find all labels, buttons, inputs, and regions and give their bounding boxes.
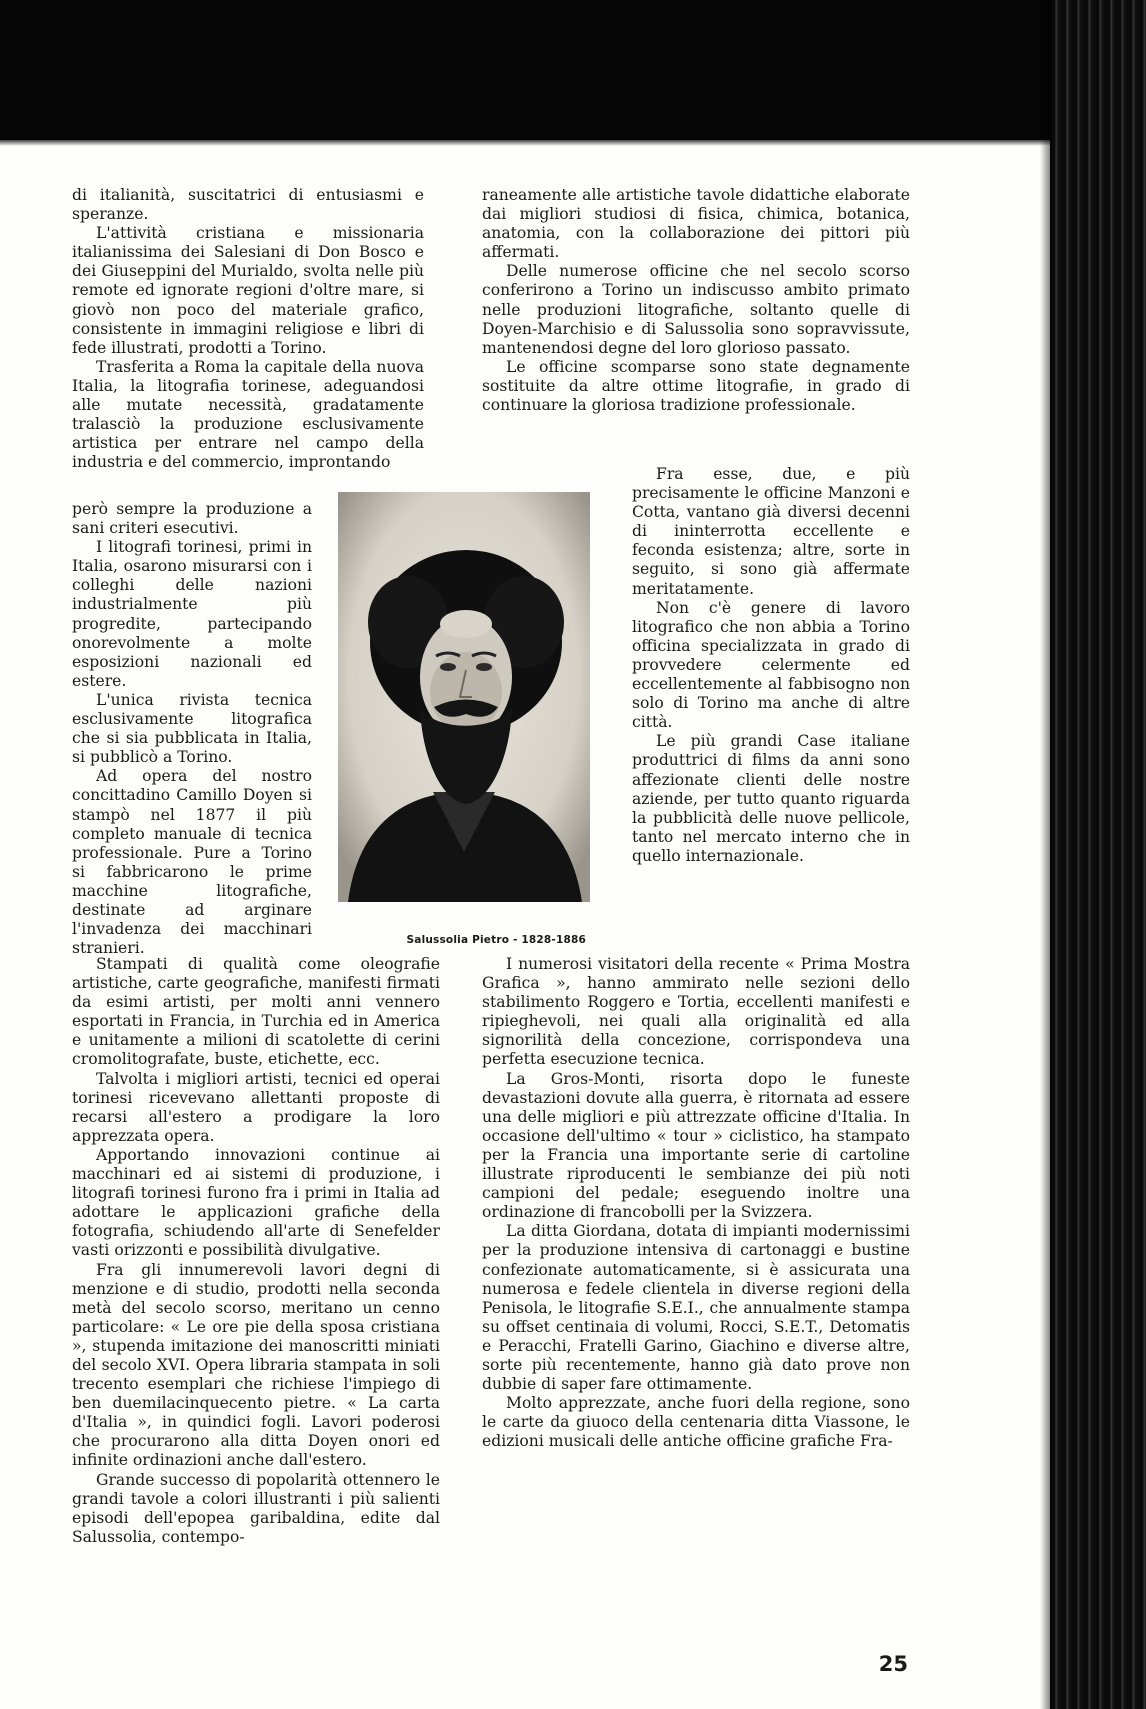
paragraph: però sempre la produzione a sani criteri esecutivi. [72, 500, 312, 538]
paragraph: Trasferita a Roma la capitale della nuova Italia, la litografia torinese, adeguandosi alle mutate necessità, gradatamente tralasciò la produzione esclusivamente artistica per entrare nel campo della industria e del commercio, improntando [72, 357, 424, 472]
paragraph: Fra gli innumerevoli lavori degni di menzione e di studio, prodotti nella seconda metà del secolo scorso, meritano un cenno particolare: « Le ore pie della sposa cristiana », stupenda imitazione dei manoscritti miniati del secolo XVI. Opera libraria stampata in soli trecento esemplari che richiese l'impiego di ben duemilacinquecento pietre. « La carta d'Italia », in quindici fogli. Lavori poderosi che procurarono alla ditta Doyen onori ed infinite ordinazioni anche dall'estero. [72, 1260, 440, 1470]
paragraph: La Gros-Monti, risorta dopo le funeste devastazioni dovute alla guerra, è ritornata ad essere una delle migliori e più attrezzate officine d'Italia. In occasione dell'ultimo « tour » ciclistico, ha stampato per la Francia una importante serie di cartoline illustrate riproducenti le sembianze dei più noti campioni del pedale; eseguendo inoltre una ordinazione di francobolli per la Svizzera. [482, 1069, 910, 1222]
paragraph: I numerosi visitatori della recente « Prima Mostra Grafica », hanno ammirato nelle sezioni dello stabilimento Roggero e Tortia, eccellenti manifesti e ripieghevoli, nei quali alla originalità ed alla signorilità della concezione, corrispondeva una perfetta esecuzione tecnica. [482, 955, 910, 1069]
paragraph: Ad opera del nostro concittadino Camillo Doyen si stampò nel 1877 il più completo manuale di tecnica professionale. Pure a Torino si fabbricarono le prime macchine litografiche, destinate ad arginare l'invadenza dei macchinari stranieri. [72, 767, 312, 958]
paragraph: Le officine scomparse sono state degnamente sostituite da altre ottime litografie, in grado di continuare la gloriosa tradizione professionale. [482, 357, 910, 415]
scan-dark-top-border [0, 0, 1146, 140]
paragraph: Le più grandi Case italiane produttrici di films da anni sono affezionate clienti delle nostre aziende, per tutto quanto riguarda la pubblicità delle nuove pellicole, tanto nel mercato interno che in quello internazionale. [632, 732, 910, 865]
portrait-photo [338, 492, 590, 902]
paragraph: Delle numerose officine che nel secolo scorso conferirono a Torino un indiscusso ambito primato nelle produzioni litografiche, soltanto quelle di Doyen-Marchisio e di Salussolia sono sopravvissute, mantenendosi degne del loro glorioso passato. [482, 262, 910, 357]
paragraph: Apportando innovazioni continue ai macchinari ed ai sistemi di produzione, i litografi torinesi furono fra i primi in Italia ad adottare le applicazioni grafiche della fotografia, schiudendo all'arte di Senefelder vasti orizzonti e possibilità divulgative. [72, 1145, 440, 1260]
photo-caption: Salussolia Pietro - 1828-1886 [406, 934, 586, 946]
portrait-photo-image [338, 492, 590, 902]
paragraph: Talvolta i migliori artisti, tecnici ed operai torinesi ricevevano allettanti proposte di recarsi all'estero a prodigare la loro apprezzata opera. [72, 1069, 440, 1145]
paragraph: Molto apprezzate, anche fuori della regione, sono le carte da giuoco della centenaria ditta Viassone, le edizioni musicali delle antiche officine grafiche Fra- [482, 1394, 910, 1451]
paragraph: Grande successo di popolarità ottennero le grandi tavole a colori illustranti i più salienti episodi dell'epopea garibaldina, edite dal Salussolia, contempo- [72, 1470, 440, 1546]
paragraph: L'attività cristiana e missionaria italianissima dei Salesiani di Don Bosco e dei Giuseppini del Murialdo, svolta nelle più remote ed ignorate regioni d'oltre mare, si giovò non poco del materiale grafico, consistente in immagini religiose e libri di fede illustrati, prodotti a Torino. [72, 224, 424, 357]
paragraph: di italianità, suscitatrici di entusiasmi e speranze. [72, 186, 424, 224]
right-column-beside-photo [632, 465, 910, 866]
paragraph: L'unica rivista tecnica esclusivamente litografica che si sia pubblicata in Italia, si pubblicò a Torino. [72, 690, 312, 767]
paragraph: Fra esse, due, e più precisamente le officine Manzoni e Cotta, vantano già diversi decenni di ininterrotta eccellente e feconda esistenza; altre, sorte in seguito, si sono già affermate meritatamente. [632, 465, 910, 598]
paragraph: Stampati di qualità come oleografie artistiche, carte geografiche, manifesti firmati da esimi artisti, per molti anni vennero esportati in Francia, in Turchia ed in America e unitamente a milioni di scatolette di cerini cromolitografate, buste, etichette, ecc. [72, 955, 440, 1069]
left-column-bottom [72, 955, 440, 1547]
paragraph: Non c'è genere di lavoro litografico che non abbia a Torino officina specializzata in grado di provvedere celermente ed eccellentemente al fabbisogno non solo di Torino ma anche di altre città. [632, 598, 910, 732]
left-column-beside-photo [72, 500, 312, 958]
page-number: 25 [878, 1652, 908, 1676]
scan-book-edge [1050, 0, 1146, 1709]
right-column-top [482, 186, 910, 415]
left-column-top [72, 186, 424, 472]
paragraph: I litografi torinesi, primi in Italia, osarono misurarsi con i colleghi delle nazioni industrialmente più progredite, partecipando onorevolmente a molte esposizioni nazionali ed estere. [72, 538, 312, 690]
paragraph: raneamente alle artistiche tavole didattiche elaborate dai migliori studiosi di fisica, chimica, botanica, anatomia, con la collaborazione dei pittori più affermati. [482, 186, 910, 262]
right-column-bottom [482, 955, 910, 1451]
paragraph: La ditta Giordana, dotata di impianti modernissimi per la produzione intensiva di cartonaggi e bustine confezionate automaticamente, si è assicurata una numerosa e fedele clientela in diverse regioni della Penisola, le litografie S.E.I., che annualmente stampa su offset centinaia di volumi, Rocci, S.E.T., Detomatis e Peracchi, Fratelli Garino, Giachino e diverse altre, sorte più recentemente, hanno già dato prove non dubbie di saper fare ottimamente. [482, 1222, 910, 1394]
